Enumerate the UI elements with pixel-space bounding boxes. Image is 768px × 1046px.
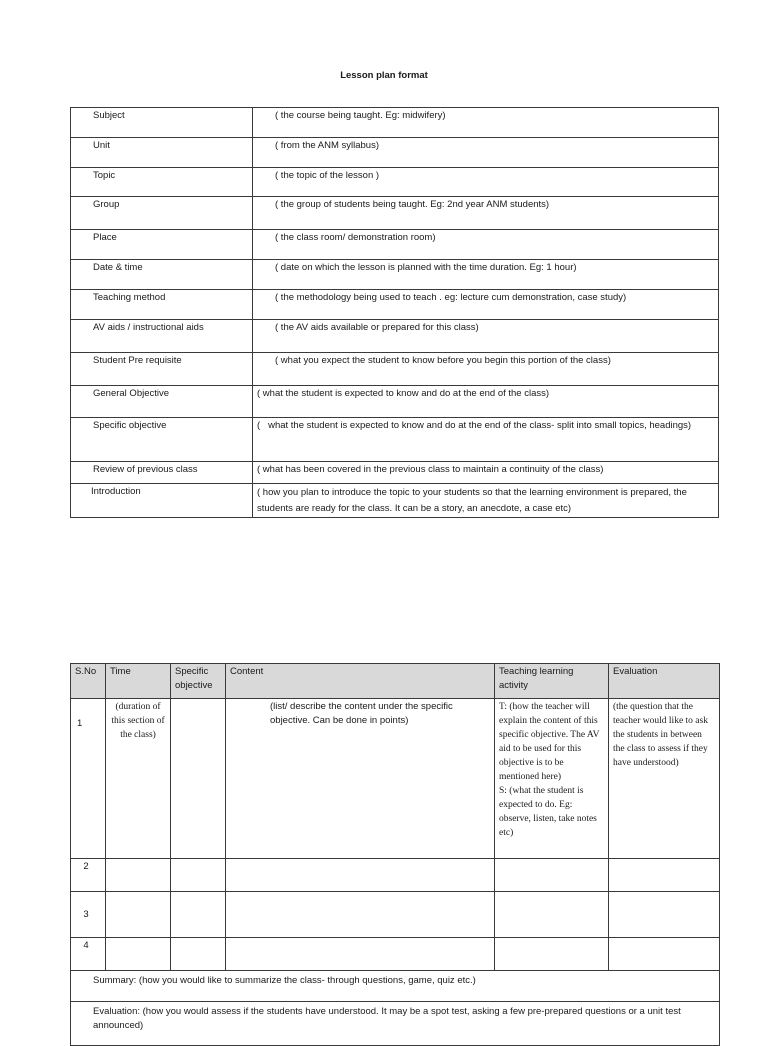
header-teaching-learning-activity: Teaching learning activity (495, 664, 609, 699)
evaluation-cell: (the question that the teacher would like to ask the students in between the class to assess if they have understood) (609, 699, 720, 859)
activity-row-4 (71, 938, 720, 971)
content-cell (226, 699, 495, 859)
plan-label: Unit (71, 138, 253, 168)
plan-row-place (71, 230, 719, 260)
empty-cell (609, 892, 720, 938)
header-time: Time (106, 664, 171, 699)
empty-cell (226, 859, 495, 892)
time-cell: (duration of this section of the class) (106, 699, 171, 859)
plan-value: ( what the student is expected to know and do at the end of the class- split into small topics, headings) (253, 418, 719, 462)
plan-value: ( the AV aids available or prepared for this class) (253, 320, 719, 353)
header-evaluation: Evaluation (609, 664, 720, 699)
plan-row-date-time (71, 260, 719, 290)
plan-label: Topic (71, 168, 253, 197)
plan-row-prerequisite (71, 353, 719, 386)
plan-value: ( the group of students being taught. Eg: 2nd year ANM students) (253, 197, 719, 230)
row-number: 4 (71, 938, 106, 971)
plan-value: ( the class room/ demonstration room) (253, 230, 719, 260)
plan-row-general-objective (71, 386, 719, 418)
empty-cell (495, 859, 609, 892)
header-specific-objective: Specific objective (171, 664, 226, 699)
plan-value: ( date on which the lesson is planned with the time duration. Eg: 1 hour) (253, 260, 719, 290)
header-content: Content (226, 664, 495, 699)
plan-value: ( what the student is expected to know and do at the end of the class) (253, 386, 719, 418)
empty-cell (495, 892, 609, 938)
empty-cell (495, 938, 609, 971)
empty-cell (171, 938, 226, 971)
empty-cell (226, 938, 495, 971)
plan-label: Date & time (71, 260, 253, 290)
activity-table (70, 663, 720, 1046)
plan-value: ( how you plan to introduce the topic to your students so that the learning environment is prepared, the students are ready for the class. It can be a story, an anecdote, a case etc) (253, 484, 719, 518)
empty-cell (106, 892, 171, 938)
empty-cell (609, 859, 720, 892)
row-number: 3 (71, 892, 106, 938)
plan-row-teaching-method (71, 290, 719, 320)
plan-label: AV aids / instructional aids (71, 320, 253, 353)
empty-cell (106, 859, 171, 892)
student-activity: S: (what the student is expected to do. Eg: observe, listen, take notes etc) (499, 786, 597, 838)
header-sno: S.No (71, 664, 106, 699)
activity-header-row (71, 664, 720, 699)
plan-value: ( the course being taught. Eg: midwifery) (253, 108, 719, 138)
plan-row-subject (71, 108, 719, 138)
plan-value: ( the methodology being used to teach . eg: lecture cum demonstration, case study) (253, 290, 719, 320)
objective-cell (171, 699, 226, 859)
plan-label: Group (71, 197, 253, 230)
plan-value: ( from the ANM syllabus) (253, 138, 719, 168)
plan-label: Introduction (71, 484, 253, 518)
document-title: Lesson plan format (340, 70, 428, 81)
plan-row-specific-objective (71, 418, 719, 462)
content-text: (list/ describe the content under the specific objective. Can be done in points) (270, 701, 453, 726)
plan-row-group (71, 197, 719, 230)
plan-row-review (71, 462, 719, 484)
plan-row-av-aids (71, 320, 719, 353)
plan-value: ( the topic of the lesson ) (253, 168, 719, 197)
empty-cell (226, 892, 495, 938)
activity-row-3 (71, 892, 720, 938)
plan-label: Subject (71, 108, 253, 138)
evaluation-note: Evaluation: (how you would assess if the students have understood. It may be a spot test, asking a few pre-prepared questions or a unit test announced) (71, 1002, 720, 1046)
lesson-plan-table (70, 107, 719, 518)
plan-row-unit (71, 138, 719, 168)
empty-cell (609, 938, 720, 971)
empty-cell (106, 938, 171, 971)
plan-label: Student Pre requisite (71, 353, 253, 386)
plan-label: Teaching method (71, 290, 253, 320)
plan-value: ( what has been covered in the previous class to maintain a continuity of the class) (253, 462, 719, 484)
teacher-activity: T: (how the teacher will explain the content of this specific objective. The AV aid to be used for this objective is to be mentioned here) (499, 702, 600, 782)
plan-row-introduction (71, 484, 719, 518)
plan-label: Place (71, 230, 253, 260)
plan-label: Review of previous class (71, 462, 253, 484)
plan-label: Specific objective (71, 418, 253, 462)
plan-row-topic (71, 168, 719, 197)
activity-cell (495, 699, 609, 859)
empty-cell (171, 859, 226, 892)
summary-text: Summary: (how you would like to summarize the class- through questions, game, quiz etc.) (71, 971, 720, 1002)
empty-cell (171, 892, 226, 938)
row-number: 1 (71, 699, 106, 859)
activity-row-1 (71, 699, 720, 859)
row-number: 2 (71, 859, 106, 892)
activity-row-2 (71, 859, 720, 892)
plan-label: General Objective (71, 386, 253, 418)
summary-row (71, 971, 720, 1002)
plan-value: ( what you expect the student to know before you begin this portion of the class) (253, 353, 719, 386)
